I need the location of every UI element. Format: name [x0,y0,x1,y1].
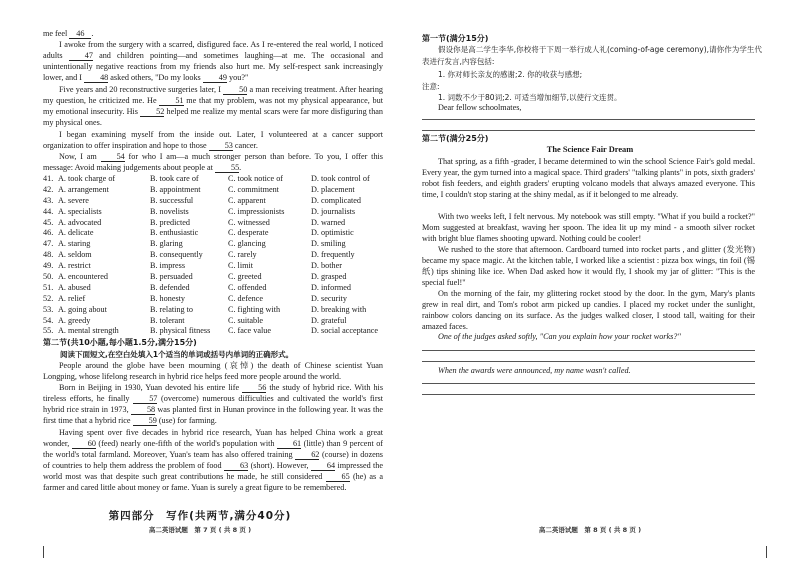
blank-57[interactable]: 57 [133,394,157,404]
option-c[interactable]: C. glancing [228,239,266,249]
exam-page-7: me feel 46 . I awoke from the surgery with a scarred, disfigured face. As I re-entered the real world, I noticed adults 47 and children pointing—and sometimes laughing—at me. The occasional and unintentionally negative reactions from my friends also hurt me. My self-respect sank increasingly lower, and I 48 asked others, "Do my looks 49 you?" Five years and 20 reconstructive surgeries later, I 50 a man receiving treatment. After hearing my question, he criticized me. He 51 me that my problem, was not my physical appearance, but my emotional insecurity. His 52 helped me realize my mental scars were far more disfiguring than my physical ones. I began examining myself from the inside out. Later, I volunteered at a cancer support organization to offer inspiration and hope to those 53 cancer. Now, I am 54 for who I am—a much stronger person than before. To you, I offer this message: Avoid making judgements about people at 55. 41. A. took charge of B. took care of C. took notice of D. took control of 42. A. arrangement B. appointment C. commitment D. placement 43. A. severe B. successful C. apparent D. complicated 44. A. specialists B. novelists C. impressionists D. journalists 45. A. advocated B. predicted C. witnessed D. warned 46. A. delicate B. enthusiastic C. desperate D. optimistic 47. A. staring B. glaring C. glancing D. smiling 48. A. seldom B. consequently C. rarely D. frequently 49. A. restrict B. impress C. limit D. bother 50. A. encountered B. persuaded C. greeted D. grasped 51. A. abused B. defended C. offended D. informed 52. A. relief B. honesty C. defence D. security 53. A. going about B. relating to C. fighting with D. breaking with 54. A. greedy B. tolerant C. suitable D. grateful 55. A. mental strength B. physical fitness C. face value D. social acceptance 第二节(共10小题,每小题1.5分,满分15分) 阅读下面短文,在空白处填入1个适当的单词或括号内单词的正确形式。 People around the globe have been mourning (哀悼) the death of Chinese scientist Yuan Longping, whose lifelong research in hybrid rice helps feed more people around the world. Born in Beijing in 1930, Yuan devoted his entire life 56 the study of hybrid rice. With his tireless efforts, he finally 57 (overcome) numerous difficulties and cultivated the world's first hybrid rice strain in 1973, 58 was planted first in Hunan province in the following year. It was the first time that a hybrid rice 59 (use) for farming. Having spent over five decades in hybrid rice research, Yuan has helped China work a great wonder, 60 (feed) nearly one-fifth of the world's population with 61 (little) than 9 percent of the world's total farmland. Moreover, Yuan's team has also offered training 62 (course) in dozens of countries to help them address the problem of food 63 (short). However, 64 impressed the world most was that despite such great contributions he made, he still considered 65 (he) as a farmer and cared little about money or fame. Yuan is surely a great figure to be remembered. 第四部分 写作(共两节,满分40分) 高二英语试题 第 7 页 ( 共 8 页 ) [0,0,400,565]
notes-label: 注意: [422,82,440,91]
option-b[interactable]: B. successful [150,195,194,205]
notes-text: 1. 词数不少于80词;2. 可适当增加细节,以使行文连贯。 [438,93,622,102]
yuan-paragraph-2: Born in Beijing in 1930, Yuan devoted his entire life 56 the study of hybrid rice. With his tireless efforts, he finally 57 (overcome) numerous difficulties and cultivated the world's first hybrid rice strain in 1973, 58 was planted first in Hunan province in the following year. It was the first time that a hybrid rice 59 (use) for farming. [43,383,384,425]
option-a[interactable]: A. restrict [58,261,91,271]
story-paragraph-2: With two weeks left, I felt nervous. My notebook was still empty. "What if you build a rocket?" Mom suggested at breakfast, waving her spoon. The idea lit up my mind - a smooth silver rocket with bright blue flames shooting upward. Nothing could be cooler! [422,212,755,243]
option-b[interactable]: B. glaring [150,239,183,249]
salutation: Dear fellow schoolmates, [438,103,522,112]
passage-paragraph-4: Now, I am 54 for who I am—a much stronger person than before. To you, I offer this message: Avoid making judgements about people at 55. [43,152,383,172]
option-a[interactable]: A. severe [58,195,89,205]
blank-62[interactable]: 62 [295,450,319,460]
blank-60[interactable]: 60 [72,439,96,449]
option-d[interactable]: D. grasped [311,272,347,282]
option-a[interactable]: A. staring [58,239,91,249]
blank-63[interactable]: 63 [224,461,248,471]
option-c[interactable]: C. suitable [228,315,264,325]
blank-58[interactable]: 58 [131,405,155,415]
option-a[interactable]: A. encountered [58,272,109,282]
yuan-paragraph-3: Having spent over five decades in hybrid rice research, Yuan has helped China work a great wonder, 60 (feed) nearly one-fifth of the world's population with 61 (little) than 9 percent of the world's total farmland. Moreover, Yuan's team has also offered training 62 (course) in dozens of countries to help them address the problem of food 63 (short). However, 64 impressed the world most was that despite such great contributions he made, he still considered 65 (he) as a farmer and cared little about money or fame. Yuan is surely a great figure to be remembered. [43,428,384,492]
option-d[interactable]: D. security [311,293,347,303]
option-b[interactable]: B. novelists [150,206,189,216]
blank-55[interactable]: 55 [215,163,239,173]
writing-section1-heading: 第一节(满分15分) [422,34,489,43]
writing-prompt: 假设你是高二学生李华,你校将于下周一举行成人礼(coming-of-age ceremony),请你作为学生代表进行发言,内容包括: [422,45,762,66]
option-b[interactable]: B. consequently [150,250,203,260]
intro-line: me feel 46 . [43,29,94,38]
section2-heading: 第二节(共10小题,每小题1.5分,满分15分) [43,338,197,347]
option-a[interactable]: A. advocated [58,217,102,227]
blank-46[interactable]: 46 [69,29,91,39]
blank-51[interactable]: 51 [159,96,183,106]
writing-section2-heading: 第二节(满分25分) [422,134,489,143]
page-footer: 高二英语试题 第 7 页 ( 共 8 页 ) [148,526,252,534]
yuan-paragraph-1: People around the globe have been mourning (哀悼) the death of Chinese scientist Yuan Longping, whose lifelong research in hybrid rice helps feed more people around the world. [43,361,383,381]
option-b[interactable]: B. relating to [150,304,193,314]
option-b[interactable]: B. physical fitness [150,326,211,336]
option-a[interactable]: A. took charge of [58,174,116,183]
blank-47[interactable]: 47 [69,51,93,61]
option-b[interactable]: B. took care of [150,174,199,183]
answer-line[interactable] [422,361,755,362]
option-a[interactable]: A. abused [58,282,91,292]
story-paragraph-1: That spring, as a fifth -grader, I became determined to win the school Science Fair's gold medal. Every year, the gym turned into a magical space. Third graders' "talking plants" in pots, sixth graders' robot fish feeders, and eighth graders' erupting volcano models that always amazed everyone. This time, I couldn't stop staring at the shiny medal, as if it belonged to me already. [422,157,755,199]
exam-page-8 [400,0,800,565]
blank-50[interactable]: 50 [223,85,247,95]
option-b[interactable]: B. impress [150,261,186,271]
option-b[interactable]: B. tolerant [150,315,185,325]
option-d[interactable]: D. warned [311,217,346,227]
option-d[interactable]: D. complicated [311,195,362,205]
answer-line[interactable] [422,130,755,131]
option-d[interactable]: D. social acceptance [311,326,379,336]
option-c[interactable]: C. greeted [228,272,262,282]
option-c[interactable]: C. commitment [228,184,279,194]
option-d[interactable]: D. took control of [311,174,370,183]
writing-points: 1. 你对师长亲友的感谢;2. 你的收获与感想; [438,70,583,79]
continuation-prompt-1: One of the judges asked softly, "Can you explain how your rocket works?" [438,332,681,341]
blank-64[interactable]: 64 [311,461,335,471]
answer-line[interactable] [422,383,755,384]
option-c[interactable]: C. limit [228,261,254,271]
story-paragraph-4: On the morning of the fair, my glittering rocket stood by the door. In the gym, Mary's plants grew in real dirt, and Tom's robot arm picked up candies. I placed my rocket under the sunlight, rainbow colors dancing on its surface. As the judges walked closer, I stood tall, waiting for their amazed faces. [422,289,755,331]
answer-line[interactable] [422,350,755,351]
option-d[interactable]: D. breaking with [311,304,367,314]
blank-48[interactable]: 48 [84,73,108,83]
answer-line[interactable] [422,394,755,395]
option-b[interactable]: B. honesty [150,293,186,303]
option-c[interactable]: C. defence [228,293,264,303]
option-d[interactable]: D. bother [311,261,342,271]
option-b[interactable]: B. enthusiastic [150,228,199,238]
option-d[interactable]: D. grateful [311,315,347,325]
passage-paragraph-3: I began examining myself from the inside out. Later, I volunteered at a cancer support organization to offer inspiration and hope to those 53 cancer. [43,130,383,150]
option-c[interactable]: C. witnessed [228,217,270,227]
story-title: The Science Fair Dream [546,145,634,154]
option-c[interactable]: C. rarely [228,250,257,260]
option-d[interactable]: D. frequently [311,250,355,260]
margin-mark [43,546,44,558]
option-a[interactable]: A. arrangement [58,184,109,194]
story-paragraph-3: We rushed to the store that afternoon. Cardboard turned into rocket parts , and glitter (发光物) became my space magic. At the kitchen table, I worked like a scientist : pizza box wings, tin foil (锡纸) tips shining like ice. When Dad asked how it would fly, I shook my jar of glitter: "This is the special fuel!" [422,245,755,287]
blank-49[interactable]: 49 [203,73,227,83]
option-a[interactable]: A. mental strength [58,326,119,336]
option-d[interactable]: D. optimistic [311,228,354,238]
option-c[interactable]: C. desperate [228,228,269,238]
option-a[interactable]: A. specialists [58,206,102,216]
section2-instruction: 阅读下面短文,在空白处填入1个适当的单词或括号内单词的正确形式。 [60,350,294,359]
margin-mark [766,546,767,558]
option-c[interactable]: C. impressionists [228,206,285,216]
option-a[interactable]: A. greedy [58,315,91,325]
passage-paragraph-2: Five years and 20 reconstructive surgeries later, I 50 a man receiving treatment. After hearing my question, he criticized me. He 51 me that my problem, was not my physical appearance, but my emotional insecurity. His 52 helped me realize my mental scars were far more disfiguring than my physical ones. [43,85,384,127]
option-d[interactable]: D. informed [311,282,352,292]
blank-56[interactable]: 56 [242,383,266,393]
blank-52[interactable]: 52 [140,107,164,117]
option-c[interactable]: C. fighting with [228,304,281,314]
blank-61[interactable]: 61 [277,439,301,449]
page-footer: 高二英语试题 第 8 页 ( 共 8 页 ) [538,526,642,534]
option-d[interactable]: D. smiling [311,239,346,249]
option-b[interactable]: B. defended [150,282,190,292]
option-c[interactable]: C. face value [228,326,271,336]
option-a[interactable]: A. seldom [58,250,92,260]
option-a[interactable]: A. relief [58,293,86,303]
option-b[interactable]: B. persuaded [150,272,193,282]
blank-53[interactable]: 53 [209,141,233,151]
option-b[interactable]: B. appointment [150,184,201,194]
option-d[interactable]: D. placement [311,184,355,194]
blank-65[interactable]: 65 [326,472,350,482]
option-b[interactable]: B. predicted [150,217,191,227]
option-c[interactable]: C. apparent [228,195,266,205]
continuation-prompt-2: When the awards were announced, my name wasn't called. [438,366,631,375]
option-a[interactable]: A. going about [58,304,107,314]
option-a[interactable]: A. delicate [58,228,94,238]
blank-59[interactable]: 59 [133,416,157,426]
blank-54[interactable]: 54 [101,152,125,162]
answer-line[interactable] [422,119,755,120]
part4-title: 第四部分 写作(共两节,满分40分) [108,510,292,522]
option-c[interactable]: C. took notice of [228,174,284,183]
option-c[interactable]: C. offended [228,282,267,292]
passage-paragraph-1: I awoke from the surgery with a scarred, disfigured face. As I re-entered the real world, I noticed adults 47 and children pointing—and sometimes laughing—at me. The occasional and unintentionally negative reactions from my friends also hurt me. My self-respect sank increasingly lower, and I 48 asked others, "Do my looks 49 you?" [43,40,383,82]
option-d[interactable]: D. journalists [311,206,356,216]
